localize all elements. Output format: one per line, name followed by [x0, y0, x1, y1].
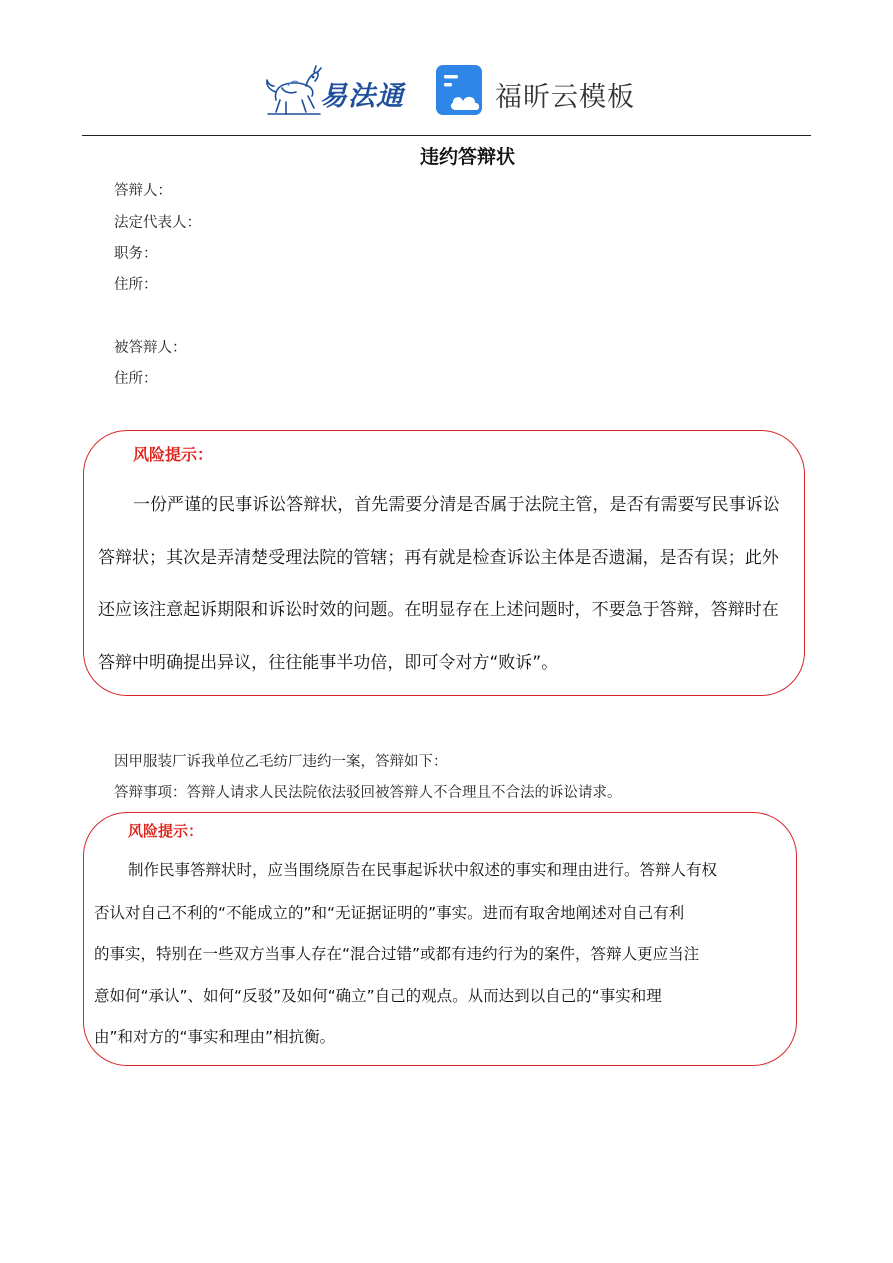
defendant-address-field: 住所：	[114, 371, 158, 387]
respondent-field: 答辩人：	[114, 183, 172, 199]
risk-tip-line: 还应该注意起诉期限和诉讼时效的问题。在明显存在上述问题时，不要急于答辩，答辩时在	[98, 600, 779, 620]
risk-tip-title: 风险提示：	[128, 822, 204, 840]
qilin-mascot-icon	[262, 62, 322, 118]
risk-tip-line: 意如何“承认”、如何“反驳”及如何“确立”自己的观点。从而达到以自己的“事实和理	[94, 987, 662, 1005]
page-header	[0, 58, 893, 124]
defense-item: 答辩事项：答辩人请求人民法院依法驳回被答辩人不合理且不合法的诉讼请求。	[114, 785, 622, 801]
position-field: 职务：	[114, 246, 158, 262]
yifatong-logo	[262, 62, 412, 118]
risk-tip-line: 制作民事答辩状时，应当围绕原告在民事起诉状中叙述的事实和理由进行。答辩人有权	[128, 861, 718, 879]
header-divider	[82, 135, 811, 136]
respondent-address-field: 住所：	[114, 277, 158, 293]
risk-tip-title: 风险提示：	[133, 445, 214, 464]
fuxin-logo	[436, 65, 636, 117]
risk-tip-box	[83, 812, 797, 1066]
risk-tip-line: 答辩中明确提出异议，往往能事半功倍，即可令对方“败诉”。	[98, 653, 559, 673]
case-statement: 因甲服装厂诉我单位乙毛纺厂违约一案，答辩如下：	[114, 754, 448, 770]
risk-tip-box	[83, 430, 805, 696]
fuxin-brand-text: 福昕云模板	[495, 82, 635, 113]
risk-tip-line: 的事实，特别在一些双方当事人存在“混合过错”或都有违约行为的案件，答辩人更应当注	[94, 945, 700, 963]
risk-tip-line: 答辩状；其次是弄清楚受理法院的管辖；再有就是检查诉讼主体是否遗漏，是否有误；此外	[98, 548, 779, 568]
cloud-document-icon	[436, 65, 486, 117]
yifatong-brand-text: 易法通	[320, 81, 404, 112]
risk-tip-line: 一份严谨的民事诉讼答辩状，首先需要分清是否属于法院主管，是否有需要写民事诉讼	[133, 495, 780, 515]
risk-tip-line: 否认对自己不利的“不能成立的”和“无证据证明的”事实。进而有取舍地阐述对自己有利	[94, 904, 685, 922]
defendant-field: 被答辩人：	[114, 340, 187, 356]
document-title: 违约答辩状	[419, 146, 515, 168]
risk-tip-line: 由”和对方的“事实和理由”相抗衡。	[94, 1028, 336, 1046]
legal-representative-field: 法定代表人：	[114, 215, 201, 231]
